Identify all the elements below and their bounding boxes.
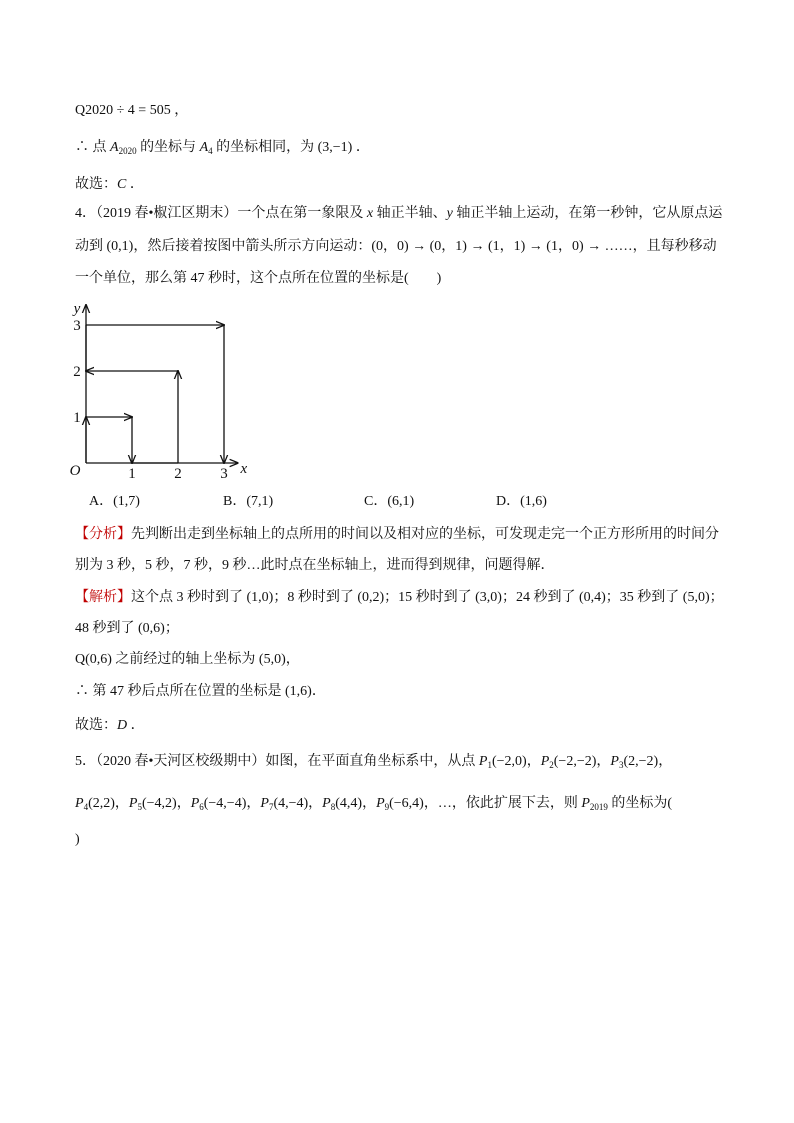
answer-label: 故选： <box>75 718 117 733</box>
q5-source: （2020 春•天河区校级期中） <box>96 754 266 769</box>
separator: ， <box>526 754 541 769</box>
separator: ， <box>114 796 129 811</box>
option-letter: C． <box>364 494 388 509</box>
analysis-line-1 <box>75 527 719 543</box>
coordinate-diagram <box>60 295 260 487</box>
option-text: (6,1) <box>387 494 415 509</box>
q4-text: 一个点在第一象限及 <box>237 206 367 221</box>
y-tick-label-1: 1 <box>73 410 81 426</box>
point-p6 <box>191 796 261 811</box>
solution-line-2: 48 秒到了 (0,6)； <box>75 621 179 636</box>
separator: ， <box>423 796 438 811</box>
point-p2 <box>541 754 611 769</box>
analysis-tag: 【分析】 <box>75 527 131 542</box>
point-coord: (4,4) <box>335 796 363 811</box>
point-subscript: 8 <box>330 802 336 812</box>
answer-end: ． <box>126 177 144 192</box>
point-p5 <box>129 796 191 811</box>
option-letter: B． <box>223 494 247 509</box>
therefore-suffix: 的坐标相同，为 (3,−1) ． <box>212 140 370 155</box>
x-tick-label-1: 1 <box>128 466 136 482</box>
solution-line-1 <box>75 590 724 606</box>
answer-end: ． <box>127 718 145 733</box>
separator: ， <box>176 796 191 811</box>
point-subscript: 2019 <box>589 802 608 812</box>
option-text: (1,6) <box>520 494 547 509</box>
point-p4 <box>75 796 129 811</box>
point-letter: P <box>128 796 138 811</box>
point-letter: P <box>322 796 331 811</box>
prev-answer-line <box>75 177 144 193</box>
point-coord: (2,−2) <box>623 754 659 769</box>
y-tick-label-3: 3 <box>73 318 81 334</box>
var-y: y <box>446 206 453 221</box>
therefore-line <box>75 140 370 156</box>
point-coord: (−2,−2) <box>553 754 597 769</box>
point-p9 <box>376 796 438 811</box>
separator: ， <box>246 796 261 811</box>
point-letter: P <box>75 796 84 811</box>
q5-text: 的坐标为( <box>607 796 673 811</box>
option-a <box>89 494 140 510</box>
q5-line-2 <box>75 796 672 812</box>
point-subscript: 7 <box>268 802 274 812</box>
q4-line-3: 一个单位，那么第 47 秒时，这个点所在位置的坐标是( ) <box>75 271 442 286</box>
q4-text: 轴正半轴上运动，在第一秒钟，它从原点运 <box>452 206 723 221</box>
x-axis-label: x <box>240 461 248 477</box>
x-tick-label-2: 2 <box>174 466 182 482</box>
point-subscript: 5 <box>137 802 142 812</box>
therefore-prefix: ∴ 点 <box>75 140 110 155</box>
solution-line-4: ∴ 第 47 秒后点所在位置的坐标是 (1,6)． <box>75 684 326 699</box>
analysis-text: 先判断出走到坐标轴上的点所用的时间以及相对应的坐标，可发现走完一个正方形所用的时间分 <box>131 527 719 542</box>
q5-text: 如图，在平面直角坐标系中，从点 <box>265 754 479 769</box>
y-tick-label-2: 2 <box>73 364 81 380</box>
point-subscript: 1 <box>487 760 492 770</box>
point-coord: (−4,2) <box>141 796 177 811</box>
subscript-4: 4 <box>208 146 213 156</box>
separator: ， <box>596 754 611 769</box>
point-a-2020: A <box>110 140 119 155</box>
answer-choice: C <box>117 177 127 192</box>
point-subscript: 6 <box>199 802 204 812</box>
point-letter: P <box>376 796 385 811</box>
option-d <box>496 494 547 510</box>
q4-source: （2019 春•椒江区期末） <box>96 206 238 221</box>
option-b <box>223 494 273 510</box>
var-x: x <box>366 206 374 221</box>
option-letter: A． <box>89 494 114 509</box>
point-p3 <box>610 754 672 769</box>
option-c <box>364 494 414 510</box>
point-subscript: 3 <box>618 760 624 770</box>
solution-line-3: Q(0,6) 之前经过的轴上坐标为 (5,0)， <box>75 652 300 667</box>
subscript-2020: 2020 <box>118 146 137 156</box>
q5-text: …，依此扩展下去，则 <box>437 796 582 811</box>
q5-line-1 <box>75 754 672 770</box>
analysis-line-2: 别为 3 秒，5 秒，7 秒，9 秒…此时点在坐标轴上，进而得到规律，问题得解． <box>75 558 555 573</box>
point-letter: P <box>478 754 488 769</box>
point-subscript: 4 <box>83 802 89 812</box>
q4-text: 轴正半轴、 <box>373 206 447 221</box>
point-p2019: P <box>581 796 590 811</box>
point-coord: (−4,−4) <box>203 796 247 811</box>
because-text: Q2020 ÷ 4 = 505 ， <box>75 103 189 118</box>
separator: ， <box>362 796 377 811</box>
point-subscript: 9 <box>384 802 390 812</box>
point-letter: P <box>190 796 200 811</box>
point-letter: P <box>540 754 550 769</box>
point-coord: (2,2) <box>88 796 115 811</box>
option-text: (1,7) <box>113 494 140 509</box>
separator: ， <box>308 796 323 811</box>
q4-number: 4． <box>75 206 96 221</box>
point-subscript: 2 <box>549 760 554 770</box>
point-a-4: A <box>199 140 209 155</box>
point-coord: (−2,0) <box>491 754 527 769</box>
answer-label: 故选： <box>75 177 117 192</box>
solution-text: 这个点 3 秒时到了 (1,0)；8 秒时到了 (0,2)；15 秒时到了 (3,0)；24 秒到了 (0,4)；35 秒到了 (5,0)； <box>131 590 724 605</box>
x-tick-label-3: 3 <box>220 466 228 482</box>
option-text: (7,1) <box>246 494 274 509</box>
point-p7 <box>260 796 322 811</box>
point-p8 <box>322 796 376 811</box>
solution-answer-line <box>75 718 145 734</box>
therefore-mid: 的坐标与 <box>136 140 200 155</box>
point-coord: (−6,4) <box>389 796 424 811</box>
because-line <box>75 103 188 119</box>
answer-choice: D <box>117 718 128 733</box>
point-coord: (4,−4) <box>273 796 309 811</box>
solution-tag: 【解析】 <box>75 590 131 605</box>
q5-number: 5． <box>75 754 96 769</box>
q4-line-2: 动到 (0,1)，然后接着按图中箭头所示方向运动：(0，0) → (0，1) → (1，1) → (1，0) → ……，且每秒移动 <box>75 239 717 254</box>
y-axis-label: y <box>73 301 81 317</box>
q5-line-3: ) <box>75 832 80 847</box>
point-letter: P <box>260 796 269 811</box>
point-letter: P <box>610 754 619 769</box>
point-p1 <box>479 754 541 769</box>
separator: ， <box>658 754 673 769</box>
option-letter: D． <box>496 494 521 509</box>
q4-line-1 <box>75 206 722 222</box>
origin-label: O <box>69 463 81 479</box>
